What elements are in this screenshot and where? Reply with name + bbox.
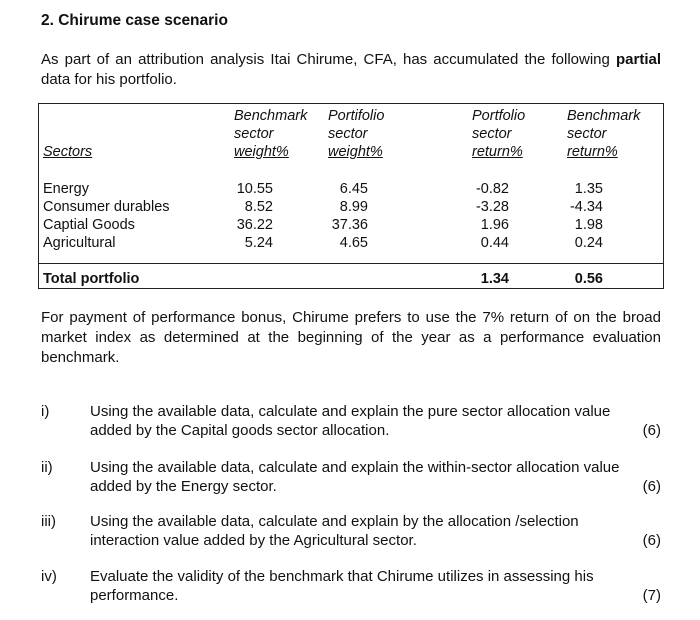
question-number: iv) (41, 568, 57, 585)
question-text-line2: performance. (90, 587, 179, 604)
row-sector: Agricultural (43, 235, 116, 251)
header-text: return% (567, 144, 618, 160)
table-divider (39, 263, 663, 264)
question-text-line1: Using the available data, calculate and explain the within-sector allocation value (90, 459, 620, 476)
intro-text-before: As part of an attribution analysis Itai Chirume, CFA, has accumulated the following (41, 51, 616, 68)
row-sector: Captial Goods (43, 217, 135, 233)
question-marks: (6) (642, 478, 661, 495)
question-number: ii) (41, 459, 53, 476)
header-portfolio-return (472, 107, 525, 161)
intro-bold-word: partial (615, 51, 661, 68)
header-text: Benchmark (567, 108, 641, 124)
attribution-table (38, 103, 664, 289)
row-sector: Consumer durables (43, 199, 170, 215)
row-sector: Energy (43, 181, 89, 197)
header-text: return% (472, 144, 523, 160)
row-bench-weight: 10.55 (236, 181, 273, 197)
section-heading: 2. Chirume case scenario (41, 12, 228, 29)
question-text-line1: Using the available data, calculate and explain by the allocation /selection (90, 513, 579, 530)
question-marks: (6) (642, 422, 661, 439)
header-sectors (43, 143, 92, 161)
row-bench-weight: 36.22 (236, 217, 273, 233)
row-port-return: -3.28 (475, 199, 509, 215)
row-port-weight: 4.65 (339, 235, 368, 251)
question-marks: (7) (642, 587, 661, 604)
header-text: sector (472, 126, 512, 142)
header-benchmark-return (567, 107, 640, 161)
question-marks: (6) (642, 532, 661, 549)
benchmark-paragraph: For payment of performance bonus, Chirume prefers to use the 7% return of on the broad market index as determined at the beginning of the year as a performance evaluation benchmark. (41, 309, 661, 366)
question-text-line2: interaction value added by the Agricultural sector. (90, 532, 417, 549)
question-text-line2: added by the Energy sector. (90, 478, 277, 495)
row-port-weight: 8.99 (339, 199, 368, 215)
row-bench-return: 1.35 (574, 181, 603, 197)
question-text-line1: Using the available data, calculate and explain the pure sector allocation value (90, 403, 611, 420)
header-text: Portifolio (328, 108, 385, 124)
header-text: weight% (328, 144, 383, 160)
question-number: iii) (41, 513, 56, 530)
row-port-return: -0.82 (475, 181, 509, 197)
intro-paragraph (41, 50, 661, 90)
question-text-line2: added by the Capital goods sector allocation. (90, 422, 390, 439)
row-bench-return: -4.34 (569, 199, 603, 215)
row-bench-weight: 8.52 (244, 199, 273, 215)
row-port-return: 0.44 (480, 235, 509, 251)
header-benchmark-weight (234, 107, 307, 161)
total-port-return: 1.34 (480, 271, 509, 287)
header-text: sector (567, 126, 607, 142)
header-portfolio-weight (328, 107, 384, 161)
header-text: weight% (234, 144, 289, 160)
row-port-weight: 6.45 (339, 181, 368, 197)
row-bench-weight: 5.24 (244, 235, 273, 251)
total-bench-return: 0.56 (574, 271, 603, 287)
question-number: i) (41, 403, 50, 420)
row-bench-return: 1.98 (574, 217, 603, 233)
total-label: Total portfolio (43, 271, 140, 287)
question-text-line1: Evaluate the validity of the benchmark that Chirume utilizes in assessing his (90, 568, 594, 585)
header-text: sector (234, 126, 274, 142)
header-text: Benchmark (234, 108, 308, 124)
row-bench-return: 0.24 (574, 235, 603, 251)
header-sectors-label: Sectors (43, 144, 93, 160)
row-port-weight: 37.36 (331, 217, 368, 233)
row-port-return: 1.96 (480, 217, 509, 233)
header-text: Portfolio (472, 108, 526, 124)
intro-text-after: data for his portfolio. (41, 71, 177, 88)
header-text: sector (328, 126, 368, 142)
